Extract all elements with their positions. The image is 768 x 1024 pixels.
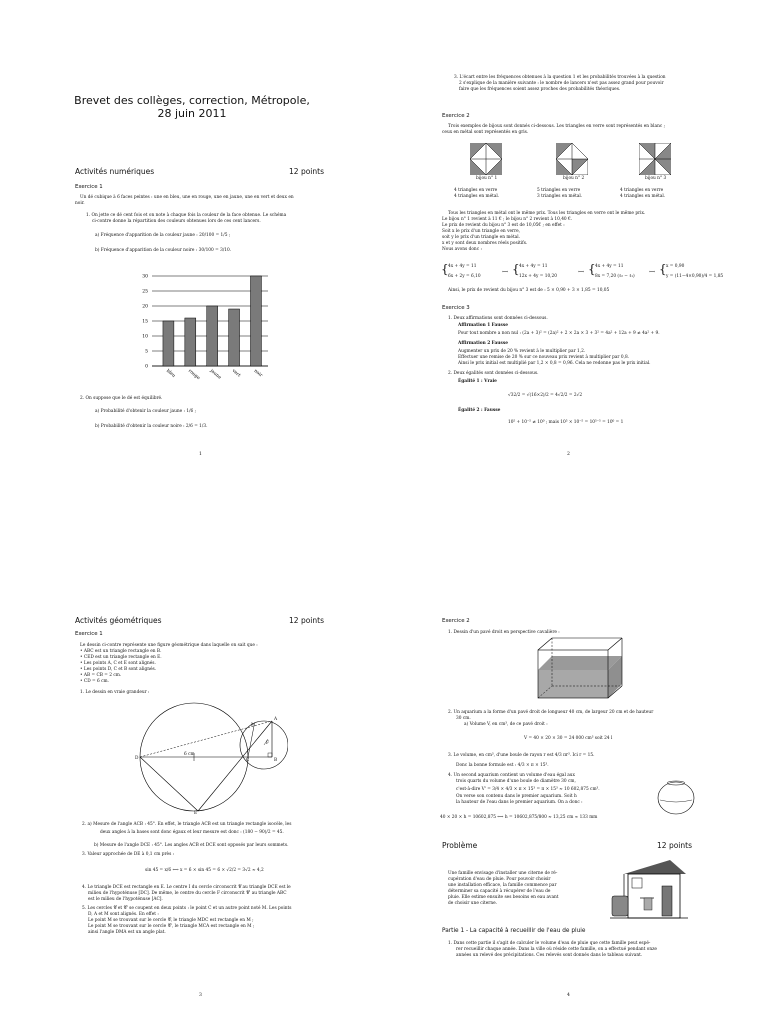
x-tick-label: jaune [208, 368, 222, 381]
text-line: Le dessin ci-contre représente une figure géométrique dans laquelle on sait que : [80, 643, 258, 648]
equality-label: Égalité 2 : Fausse [458, 408, 501, 413]
equation: sin 45 = x/6 ⟺ x = 6 × sin 45 = 6 × √2/2 = 3√2 ≈ 4,2 [145, 868, 264, 873]
section-heading: Problème [442, 841, 478, 850]
text-line: une installation efficace, la famille commence par [448, 883, 557, 888]
question-line: 1. Le dessin en vraie grandeur : [80, 690, 150, 695]
equation: 10⁵ + 10⁻⁵ ≠ 10⁰ ; mais 10⁵ × 10⁻⁵ = 10⁵⁻⁵ = 10⁰ = 1 [508, 420, 624, 425]
bijou-label: bijou n° 3 [645, 176, 667, 181]
text-line: a) Volume V, en cm³, de ce pavé droit : [464, 722, 548, 727]
exercise-heading: Exercice 2 [442, 618, 470, 624]
question-line: ci-contre donne la répartition des couleurs obtenues lors de ces cent lancers. [92, 219, 261, 224]
x-tick-label: rouge [187, 368, 201, 382]
text-line: la hauteur de l'eau dans le premier aquarium. On a donc : [456, 800, 583, 805]
exercise-heading: Exercice 3 [442, 305, 470, 311]
affirmation-label: Affirmation 2 Fausse [458, 341, 508, 346]
text-line: Soit x le prix d'un triangle en verre, [442, 229, 521, 234]
equation: x = 0,90 [666, 264, 685, 269]
geometry-figure [128, 701, 288, 813]
text-line: deux angles à la bases sont donc égaux et leur mesure est donc : (180 − 90)/2 = 45. [100, 830, 284, 835]
text-line: Une famille envisage d'installer une citerne de ré- [448, 871, 558, 876]
page-number: 2 [567, 452, 570, 457]
text-line: c'est-à-dire V' = 3/4 × 4/3 × π × 15³ = π × 15³ ≈ 10 602,875 cm³. [456, 787, 600, 792]
bar-noir [250, 276, 261, 366]
text-line: de choisir une citerne. [448, 901, 498, 906]
section-points: 12 points [657, 841, 692, 850]
text-line: milieu de l'hypoténuse [DC]. De même, le centre du cercle F circonscrit 𝒞' au triangle ABC [88, 891, 287, 896]
bijou-count: 4 triangles en métal. [454, 194, 500, 199]
text-line: soit y le prix d'un triangle en métal. [442, 235, 520, 240]
text-line: rer recueillir chaque année. Dans la ville où réside cette famille, on a effectué pendant onze [456, 947, 657, 952]
text-line: b) Mesure de l'angle DCE : 45°. Les angles ACB et DCE sont opposés par leurs sommets. [94, 843, 289, 848]
bullet: • AB = CB = 2 cm. [80, 673, 122, 678]
text-line: 1. Dans cette partie il s'agit de calculer le volume d'eau de pluie que cette famille peut espé- [448, 941, 651, 946]
equation: 40 × 20 × h = 10602,875 ⟺ h = 10602,875/800 ≈ 13,25 cm ≈ 133 mm [440, 815, 598, 820]
bullet: • Les points D, C et B sont alignés. [80, 667, 157, 672]
text-line: Augmenter un prix de 20 % revient à le multiplier par 1,2. [458, 349, 586, 354]
text-line: On verse son contenu dans le premier aquarium. Soit h [456, 794, 577, 799]
text-line: déterminer sa capacité à récupérer de l'eau de [448, 889, 551, 894]
page-1 [0, 0, 384, 512]
figure-label: F [266, 741, 269, 746]
answer-line: b) Probabilité d'obtenir la couleur noire : 2/6 = 1/3. [95, 424, 208, 429]
text-line: trois quarts du volume d'une boule de diamètre 30 cm, [456, 779, 576, 784]
text-line: Donc la bonne formule est : 4/3 × π × 15³. [456, 763, 549, 768]
equiv-sign: ⟺ [649, 270, 656, 275]
y-tick-label: 20 [142, 304, 148, 310]
text-line: Pour tout nombre a non nul : (2a + 3)² = (2a)² + 2 × 2a × 3 + 3² = 4a² + 12a + 9 ≠ 4a² + 9. [458, 331, 660, 336]
text-line: ainsi l'angle DMA est un angle plat. [88, 930, 166, 935]
bijou-count: 4 triangles en verre [620, 188, 664, 193]
intro-line: noir. [75, 201, 85, 206]
page-number: 3 [199, 993, 202, 998]
text-line: 1. Dessin d'un pavé droit en perspective cavalière : [448, 630, 560, 635]
section-heading: Activités numériques [75, 167, 155, 176]
text-line: Effectuer une remise de 20 % sur ce nouveau prix revient à multiplier par 0,8. [458, 355, 630, 360]
page-2 [384, 0, 768, 512]
aquarium-figure [534, 636, 626, 700]
bullet: • ABC est un triangle rectangle en B. [80, 649, 162, 654]
text-line: 4. Un second aquarium contient un volume d'eau égal aux [448, 773, 575, 778]
page-4 [384, 512, 768, 1024]
bullet: • Les points A, C et E sont alignés. [80, 661, 156, 666]
figure-label: C [246, 758, 250, 763]
text-line: faire que les fréquences soient assez proches des probabilités théoriques. [459, 87, 621, 92]
x-tick-label: bleu [165, 368, 176, 379]
bar-chart [130, 268, 290, 388]
equation: V = 40 × 20 × 30 = 24 000 cm³ soit 24 l [524, 736, 613, 741]
text-line: Ainsi le prix initial est multiplié par 1,2 × 0,8 = 0,96. Cela ne redonne pas le prix initial. [458, 361, 651, 366]
bijou-3-figure [639, 143, 671, 175]
page-number: 1 [199, 452, 202, 457]
answer-line: a) Fréquence d'apparition de la couleur jaune : 20/100 = 1/5 ; [95, 233, 231, 238]
brace: { [441, 262, 449, 276]
text-line: Le bijou n° 1 revient à 11 € ; le bijou n° 2 revient à 10,40 €. [442, 217, 573, 222]
page-number: 4 [567, 993, 570, 998]
figure-label: B [274, 758, 278, 763]
question-line: 1. On jette ce dé cent fois et on note à chaque fois la couleur de la face obtenue. Le schéma [86, 213, 287, 218]
equation: 6x + 2y = 6,10 [448, 274, 481, 279]
exercise-heading: Exercice 2 [442, 113, 470, 119]
equality-label: Égalité 1 : Vraie [458, 379, 497, 384]
text-line: 2. Un aquarium a la forme d'un pavé droit de longueur 40 cm, de largeur 20 cm et de hauteur [448, 710, 654, 715]
text-line: 3. Valeur approchée de DE à 0,1 cm près : [82, 852, 175, 857]
y-tick-label: 10 [142, 334, 148, 340]
equation: 12x + 4y = 10,20 [519, 274, 558, 279]
text-line: 2. Deux égalités sont données ci-dessous. [448, 371, 539, 376]
figure-label: A [274, 717, 278, 722]
intro-line: Un dé cubique à 6 faces peintes : une en bleu, une en rouge, une en jaune, une en vert et deux en [80, 195, 294, 200]
text-line: Tous les triangles en métal ont le même prix. Tous les triangles en verre ont le même prix. [448, 211, 646, 216]
section-points: 12 points [289, 167, 324, 176]
x-tick-label: vert [230, 368, 242, 379]
text-line: Ainsi, le prix de revient du bijou n° 3 est de : 5 × 0,90 + 3 × 1,85 = 10,05 [448, 288, 610, 293]
brace: { [588, 262, 596, 276]
document-title: Brevet des collèges, correction, Métropole, 28 juin 2011 [74, 94, 310, 120]
equation: 4x + 4y = 11 [595, 264, 624, 269]
y-tick-label: 25 [142, 289, 148, 295]
equation: √32/2 = √(16×2)/2 = 4√2/2 = 2√2 [508, 393, 583, 398]
bijou-2-figure [556, 143, 588, 175]
answer-line: a) Probabilité d'obtenir la couleur jaune : 1/6 ; [95, 409, 197, 414]
text-line: 3. Le volume, en cm³, d'une boule de rayon r est 4/3 πr³. Ici r = 15. [448, 753, 595, 758]
equation: 8x = 7,20 (ℓ₂ − ℓ₁) [595, 274, 635, 279]
equiv-sign: ⟺ [502, 270, 509, 275]
bar-rouge [185, 318, 196, 366]
text-line: 5. Les cercles 𝒞 et 𝒞' se coupent en deux points : le point C et un autre point noté M. Les points [82, 906, 292, 911]
question-line: 2. On suppose que le dé est équilibré. [80, 396, 163, 401]
y-tick-label: 0 [145, 364, 148, 370]
text-line: 3. L'écart entre les fréquences obtenues à la question 1 et les probabilités trouvées à la question [454, 75, 666, 80]
text-line: 2 s'explique de la manière suivante : le nombre de lancers n'est pas assez grand pour pouvoir [459, 81, 664, 86]
x-tick-label: noir [252, 368, 263, 379]
exercise-heading: Exercice 1 [75, 184, 103, 190]
answer-line: b) Fréquence d'apparition de la couleur noire : 30/100 = 3/10. [95, 248, 232, 253]
text-line: Trois exemples de bijoux sont donnés ci-dessous. Les triangles en verre sont représentés en blanc ; [448, 124, 666, 129]
bijou-count: 4 triangles en verre [454, 188, 498, 193]
text-line: 30 cm. [456, 716, 471, 721]
text-line: x et y sont deux nombres réels positifs. [442, 241, 528, 246]
equation: 4x + 4y = 11 [519, 264, 548, 269]
bijou-count: 4 triangles en métal. [620, 194, 666, 199]
text-line: 4. Le triangle DCE est rectangle en E. Le centre I du cercle circonscrit 𝒞 au triangle DCE est le [82, 885, 291, 890]
bijou-count: 3 triangles en métal. [537, 194, 583, 199]
text-line: ceux en métal sont représentés en gris. [442, 130, 529, 135]
page-3 [0, 512, 384, 1024]
equation: 4x + 4y = 11 [448, 264, 477, 269]
house-figure [610, 858, 688, 920]
figure-label: D [135, 756, 139, 761]
affirmation-label: Affirmation 1 Fausse [458, 323, 508, 328]
figure-label: M [251, 723, 256, 728]
bar-jaune [207, 306, 218, 366]
brace: { [512, 262, 520, 276]
bijou-1-figure [470, 143, 502, 175]
bijou-label: bijou n° 1 [476, 176, 498, 181]
part-heading: Partie 1 - La capacité à recueillir de l'eau de pluie [442, 928, 586, 934]
text-line: 1. Deux affirmations sont données ci-dessous. [448, 316, 548, 321]
y-tick-label: 5 [145, 349, 148, 355]
bullet: • CED est un triangle rectangle en E. [80, 655, 162, 660]
y-tick-label: 30 [142, 274, 148, 280]
bar-vert [229, 309, 240, 366]
bar-bleu [163, 321, 174, 366]
brace: { [659, 262, 667, 276]
figure-label: 6 cm [184, 752, 195, 757]
figure-label: E [194, 811, 198, 816]
text-line: cupération d'eau de pluie. Pour pouvoir choisir [448, 877, 551, 882]
text-line: 2. a) Mesure de l'angle ACB : 45°. En effet, le triangle ACB est un triangle rectangle isocèle, les [82, 822, 292, 827]
text-line: est le milieu de l'hypoténuse [AC]. [88, 897, 163, 902]
fishbowl-figure [656, 774, 696, 816]
section-heading: Activités géométriques [75, 616, 162, 625]
text-line: années un relevé des précipitations. Ces relevés sont donnés dans le tableau suivant. [456, 953, 643, 958]
section-points: 12 points [289, 616, 324, 625]
equiv-sign: ⟺ [578, 270, 585, 275]
y-tick-label: 15 [142, 319, 148, 325]
bullet: • CD = 6 cm. [80, 679, 109, 684]
equation: y = (11−4×0,90)/4 = 1,85 [666, 274, 724, 279]
text-line: pluie. Elle estime ensuite ses besoins en eau avant [448, 895, 559, 900]
text-line: Le prix de revient du bijou n° 3 est de 10,05€ ; en effet : [442, 223, 565, 228]
exercise-heading: Exercice 1 [75, 631, 103, 637]
text-line: Le point M se trouvant sur le cercle 𝒞', le triangle MCA est rectangle en M ; [88, 924, 255, 929]
bijou-count: 5 triangles en verre [537, 188, 581, 193]
text-line: Nous avons donc : [442, 247, 482, 252]
text-line: D, A et M sont alignés. En effet : [88, 912, 159, 917]
text-line: Le point M se trouvant sur le cercle 𝒞, le triangle MDC est rectangle en M ; [88, 918, 254, 923]
bijou-label: bijou n° 2 [563, 176, 585, 181]
